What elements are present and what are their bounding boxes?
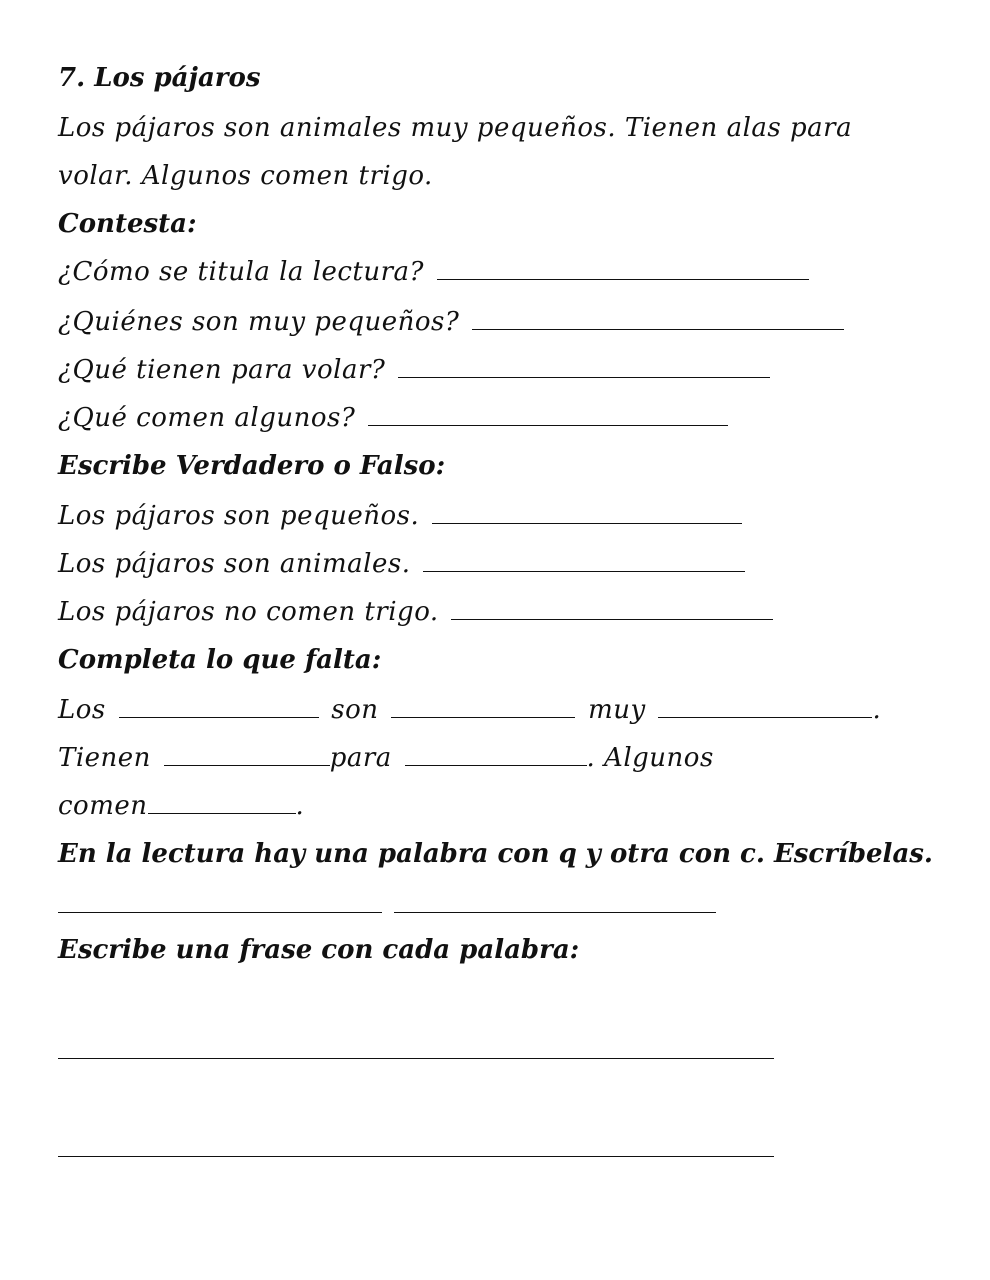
completa-word: son bbox=[331, 695, 379, 725]
vf-heading: Escribe Verdadero o Falso: bbox=[58, 451, 446, 481]
statement-text: Los pájaros no comen trigo. bbox=[58, 597, 439, 627]
worksheet-title: 7. Los pájaros bbox=[58, 63, 261, 93]
answer-blank[interactable] bbox=[437, 257, 809, 280]
completa-word: muy bbox=[588, 695, 646, 725]
completa-row-2 bbox=[58, 742, 714, 774]
question-title bbox=[58, 256, 813, 288]
completa-word: Los bbox=[58, 695, 106, 725]
statement-text: Los pájaros son pequeños. bbox=[58, 501, 420, 531]
frase-heading: Escribe una frase con cada palabra: bbox=[58, 935, 580, 965]
question-who bbox=[58, 306, 848, 338]
completa-word: para bbox=[329, 743, 392, 773]
question-fly bbox=[58, 354, 774, 386]
answer-blank[interactable] bbox=[368, 403, 728, 426]
answer-line-c[interactable] bbox=[394, 912, 716, 913]
fill-blank[interactable] bbox=[148, 791, 296, 814]
completa-row-3 bbox=[58, 790, 304, 822]
question-eat bbox=[58, 402, 732, 434]
fill-blank[interactable] bbox=[119, 695, 319, 718]
completa-heading: Completa lo que falta: bbox=[58, 645, 382, 675]
question-text: ¿Qué tienen para volar? bbox=[58, 355, 386, 385]
question-text: ¿Qué comen algunos? bbox=[58, 403, 356, 433]
fill-blank[interactable] bbox=[391, 695, 575, 718]
completa-punct: . bbox=[872, 695, 882, 725]
completa-word: comen bbox=[58, 791, 148, 821]
answer-blank[interactable] bbox=[398, 355, 770, 378]
reading-line-1: Los pájaros son animales muy pequeños. Tienen alas para bbox=[58, 113, 853, 143]
answer-blank[interactable] bbox=[451, 597, 773, 620]
question-text: ¿Quiénes son muy pequeños? bbox=[58, 307, 460, 337]
vf-statement bbox=[58, 548, 749, 580]
completa-row-1 bbox=[58, 694, 881, 726]
question-text: ¿Cómo se titula la lectura? bbox=[58, 257, 424, 287]
qc-heading: En la lectura hay una palabra con q y otra con c. Escríbelas. bbox=[58, 839, 933, 869]
answer-blank[interactable] bbox=[472, 307, 844, 330]
completa-punct: . bbox=[295, 791, 305, 821]
answer-blank[interactable] bbox=[432, 501, 742, 524]
vf-statement bbox=[58, 500, 746, 532]
answer-line-q[interactable] bbox=[58, 912, 382, 913]
answer-blank[interactable] bbox=[423, 549, 745, 572]
statement-text: Los pájaros son animales. bbox=[58, 549, 411, 579]
fill-blank[interactable] bbox=[164, 743, 330, 766]
fill-blank[interactable] bbox=[658, 695, 872, 718]
vf-statement bbox=[58, 596, 777, 628]
fill-blank[interactable] bbox=[405, 743, 587, 766]
sentence-line-2[interactable] bbox=[58, 1156, 774, 1157]
sentence-line-1[interactable] bbox=[58, 1058, 774, 1059]
completa-word: Tienen bbox=[58, 743, 151, 773]
contesta-heading: Contesta: bbox=[58, 209, 197, 239]
reading-line-2: volar. Algunos comen trigo. bbox=[58, 161, 433, 191]
completa-word: . Algunos bbox=[586, 743, 714, 773]
